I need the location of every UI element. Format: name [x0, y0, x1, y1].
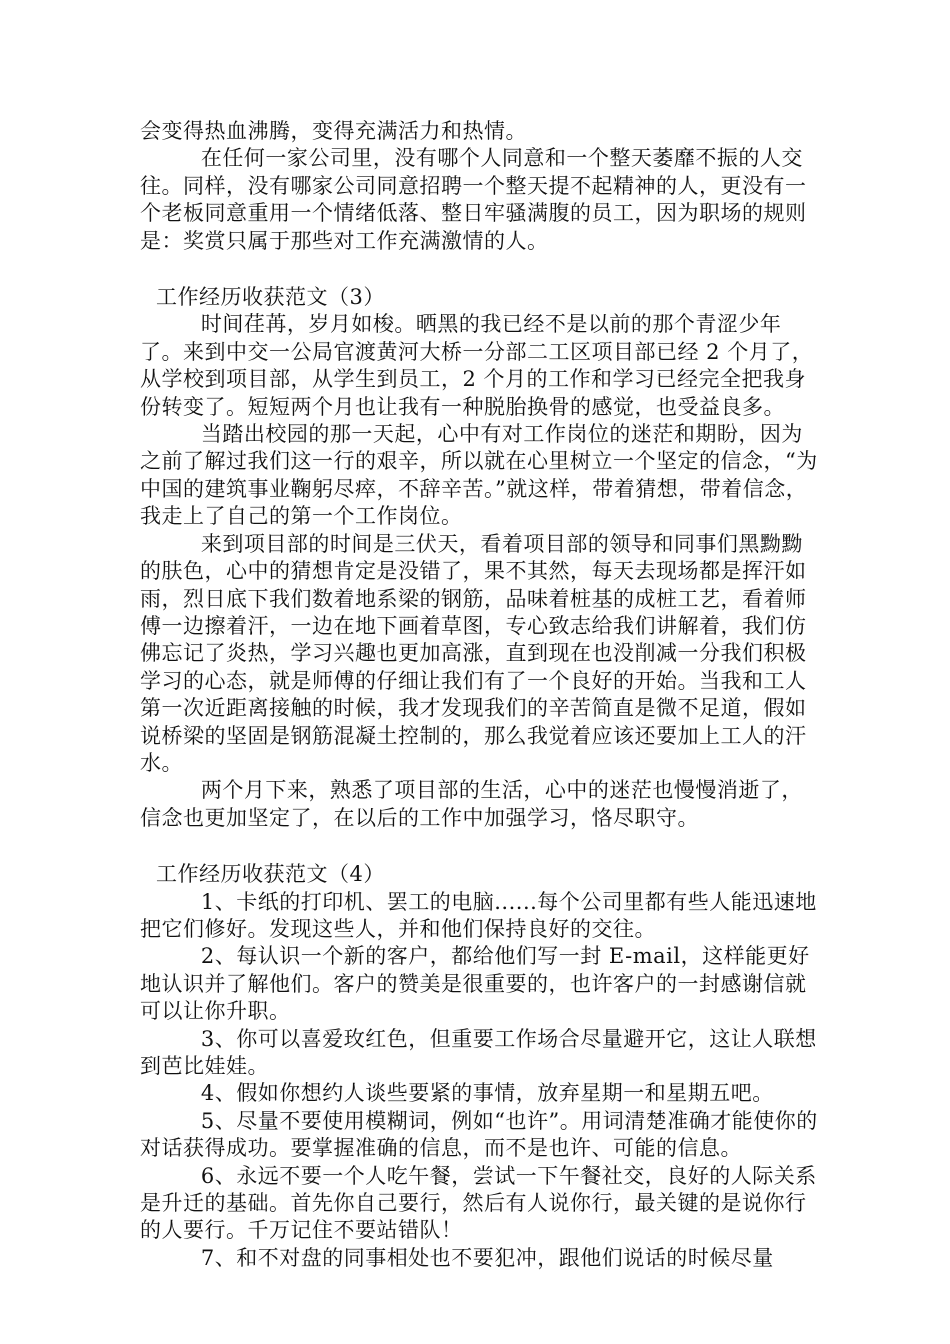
list-paragraph: 2、每认识一个新的客户，都给他们写一封 E-mail，这样能更好地认识并了解他们。客户的赞美是很重要的，也许客户的一封感谢信就可以让你升职。 — [140, 944, 810, 1024]
list-paragraph: 4、假如你想约人谈些要紧的事情，放弃星期一和星期五吧。 — [200, 1081, 774, 1106]
section-gap — [140, 832, 820, 861]
list-paragraph: 1、卡纸的打印机、罢工的电脑......每个公司里都有些人能迅速地把它们修好。发现这些人，并和他们保持良好的交往。 — [140, 889, 817, 941]
paragraph: 在任何一家公司里，没有哪个人同意和一个整天萎靡不振的人交往。同样，没有哪家公司同意招聘一个整天提不起精神的人，更没有一个老板同意重用一个情绪低落、整日牢骚满腹的员工，因为职场的规则是：奖赏只属于那些对工作充满激情的人。 — [140, 146, 807, 253]
paragraph: 会变得热血沸腾，变得充满活力和热情。 — [140, 119, 527, 143]
paragraph: 两个月下来，熟悉了项目部的生活，心中的迷茫也慢慢消逝了，信念也更加坚定了，在以后的工作中加强学习，恪尽职守。 — [140, 778, 803, 830]
section-heading: 工作经历收获范文（4） — [156, 862, 385, 887]
paragraph: 来到项目部的时间是三伏天，看着项目部的领导和同事们黑黝黝的肤色，心中的猜想肯定是没错了，果不其然，每天去现场都是挥汗如雨，烈日底下我们数着地系梁的钢筋，品味着桩基的成桩工艺，看着师傅一边擦着汗，一边在地下画着草图，专心致志给我们讲解着，我们仿佛忘记了炎热，学习兴趣也更加高涨，直到现在也没削减一分我们积极学习的心态，就是师傅的仔细让我们有了一个良好的开始。当我和工人第一次近距离接触的时候，我才发现我们的辛苦简直是微不足道，假如说桥梁的坚固是钢筋混凝土控制的，那么我觉着应该还要加上工人的汗水。 — [140, 531, 807, 775]
paragraph: 当踏出校园的那一天起，心中有对工作岗位的迷茫和期盼，因为之前了解过我们这一行的艰辛，所以就在心里树立一个坚定的信念，“为中国的建筑事业鞠躬尽瘁，不辞辛苦。”就这样，带着猜想，带着信念，我走上了自己的第一个工作岗位。 — [140, 422, 818, 529]
list-paragraph: 7、和不对盘的同事相处也不要犯冲，跟他们说话的时候尽量 — [200, 1245, 774, 1270]
list-paragraph: 3、你可以喜爱玫红色，但重要工作场合尽量避开它，这让人联想到芭比娃娃。 — [140, 1026, 817, 1078]
document-body — [140, 118, 820, 1272]
list-paragraph: 5、尽量不要使用模糊词，例如“也许”。用词清楚准确才能使你的对话获得成功。要掌握准确的信息，而不是也许、可能的信息。 — [140, 1108, 818, 1161]
list-paragraph: 6、永远不要一个人吃午餐，尝试一下午餐社交，良好的人际关系是升迁的基础。首先你自己要行，然后有人说你行，最关键的是说你行的人要行。千万记住不要站错队！ — [140, 1163, 817, 1243]
section-heading: 工作经历收获范文（3） — [156, 285, 385, 310]
paragraph: 时间荏苒，岁月如梭。晒黑的我已经不是以前的那个青涩少年了。来到中交一公局官渡黄河大桥一分部二工区项目部已经 2 个月了，从学校到项目部，从学生到员工，2 个月的工作和学习已经完全把我身份转变了。短短两个月也让我有一种脱胎换骨的感觉，也受益良多。 — [140, 312, 814, 419]
section-gap — [140, 255, 820, 284]
